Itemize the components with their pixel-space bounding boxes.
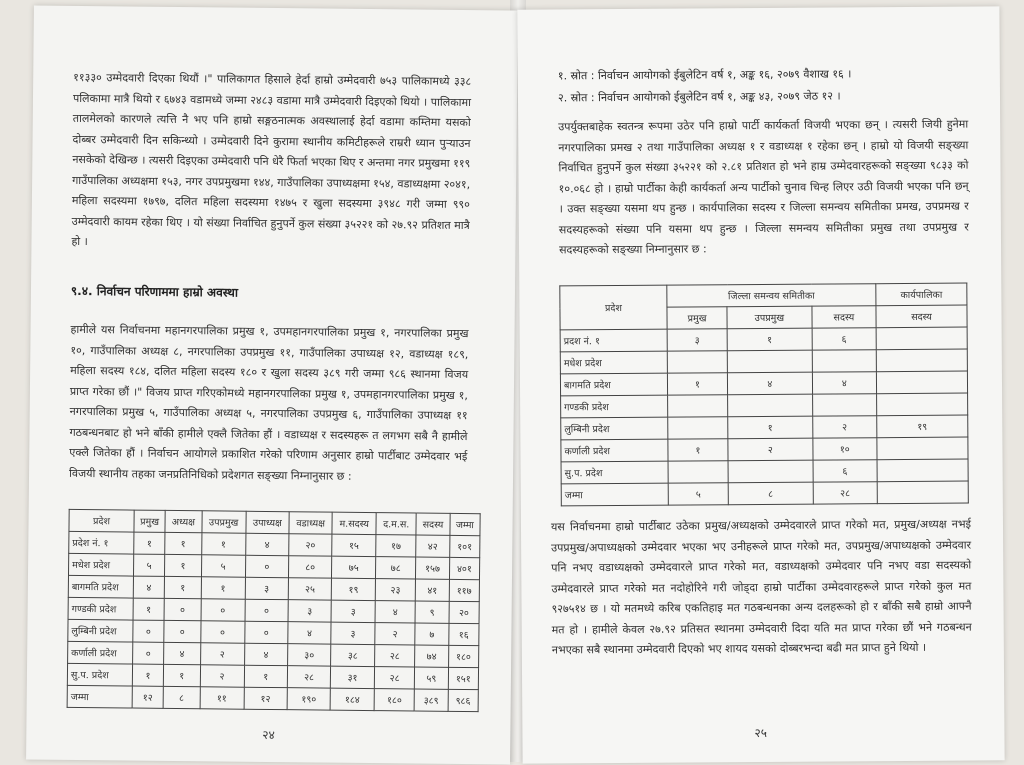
table-cell: ३	[331, 600, 375, 622]
table-cell: १५	[332, 534, 376, 556]
col-header: द.म.स.	[376, 513, 416, 535]
table-cell: ०	[132, 642, 163, 664]
table-cell: २०	[289, 534, 332, 556]
table-row	[561, 415, 968, 440]
table-cell: ०	[133, 620, 164, 642]
table-cell: कर्णाली प्रदेश	[561, 439, 668, 462]
table-cell: १	[201, 577, 245, 599]
table-cell: १	[201, 533, 245, 555]
table-cell: सु.प. प्रदेश	[67, 663, 132, 686]
table-cell: १२	[132, 686, 163, 708]
table-cell	[668, 461, 728, 483]
page-number: २५	[754, 725, 767, 741]
table-cell: ०	[245, 599, 289, 621]
table-cell: २३	[375, 579, 415, 601]
table-cell: १८४	[330, 688, 374, 710]
footnote: २. स्रोत : निर्वाचन आयोगको ईबुलेटिन वर्ष १, अङ्क ४३, २०७९ जेठ १२ ।	[557, 89, 841, 105]
table-cell	[668, 395, 728, 417]
table-cell: ०	[244, 621, 288, 643]
table-cell: ३०	[288, 644, 331, 666]
table-cell: २	[812, 416, 876, 438]
table-cell	[877, 459, 968, 482]
table-cell: ०	[201, 599, 245, 621]
table-cell: ४	[288, 622, 331, 644]
table-cell: २	[728, 438, 813, 461]
table-cell: १८०	[374, 689, 414, 711]
table-cell: २	[375, 623, 415, 645]
table-cell: ०	[245, 555, 289, 577]
table-cell: १	[667, 373, 727, 395]
table-cell: ०	[164, 598, 201, 620]
table-cell: १६	[448, 623, 479, 645]
table-total-row	[67, 685, 478, 711]
col-header: प्रदेश	[560, 285, 667, 330]
table-cell	[877, 437, 968, 460]
table-cell: प्रदेश नं. १	[69, 531, 134, 554]
col-header: जिल्ला समन्वय समितीका	[667, 284, 876, 307]
district-table-header-row	[560, 283, 967, 308]
col-header: उपप्रमुख	[727, 306, 812, 329]
table-cell: १	[132, 664, 163, 686]
table-cell: ९	[415, 601, 449, 623]
table-cell: २८	[287, 666, 330, 688]
left-page	[26, 5, 518, 764]
table-cell: ३८९	[414, 689, 448, 711]
table-cell: ४०१	[449, 557, 480, 579]
independents-paragraph: उपर्युक्तबाहेक स्वतन्त्र रूपमा उठेर पनि हाम्रो पार्टी कार्यकर्ता विजयी भएका छन् । त्यसरी जियी हुनेमा नगरपालिका प्रमख २ तथा गाउँपालिका अध्यक्ष १ र वडाध्यक्ष १ रहेका छन् । हाम्रो यो विजयी सङ्ख्या निर्वाचित हुनुपर्ने कुल संख्या ३५२२१ को २.८१ प्रतिशत हो भने हाम्र उम्मेदवारहरूको सङ्ख्या ९८३३ को १०.०६८ हो । हाम्रो पार्टीका केही कार्यकर्ता अन्य पार्टीको चुनाव चिन्ह लिएर उठी विजयी भएका पनि छन् । उक्त सङ्ख्या यसमा थप हुन्छ । कार्यपालिका सदस्य र जिल्ला समन्वय समितीका प्रमख, उपप्रमख र सदस्यहरूको संख्या पनि यसमा थप हुन्छ । जिल्ला समन्वय समितीका प्रमुख तथा उपप्रमुख र सदस्यहरूको सङ्ख्या निम्नानुसार छ :	[558, 117, 969, 257]
table-cell: गण्डकी प्रदेश	[68, 597, 133, 620]
table-cell: ३१	[331, 666, 375, 688]
col-header: उपप्रमुख	[202, 511, 246, 533]
table-cell: ०	[200, 621, 244, 643]
table-cell: २	[200, 643, 244, 665]
table-cell: जम्मा	[561, 483, 668, 506]
results-table	[67, 509, 481, 712]
table-cell: ८	[728, 482, 813, 505]
table-cell: ३	[245, 577, 289, 599]
table-cell: ४	[133, 576, 164, 598]
table-cell: १	[728, 416, 813, 439]
table-cell	[728, 460, 813, 483]
table-row	[561, 459, 968, 484]
table-cell: सु.प. प्रदेश	[561, 461, 668, 484]
votes-paragraph: यस निर्वाचनमा हाम्रो पार्टीबाट उठेका प्रमुख/अध्यक्षको उम्मेदवारले प्राप्त गरेको मत, प्रमुख/अध्यक्ष नभई उपप्रमुख/अपाध्यक्षको उम्मेदवार भएका भए उनीहरूले प्राप्त गरेको मत, उपप्रमुख/अपाध्यक्षको उम्मेदवार पनि नभए वडाध्यक्षको उम्मेदवारले प्राप्त गरेको मत, वडाध्यक्षको उम्मेदवार पनि नभए वडा सदस्यको उम्मेदवारले प्राप्त गरेको मत नदोहोरिने गरी जोड्दा हाम्रो पार्टीका उम्मेदवारहरूले प्राप्त गरेको कुल मत ९२७५१४ छ । यो मतमध्ये करिब एकतिहाइ मत गठबन्धनका अन्य दलहरूको हो र बाँकी सबै हाम्रो आफ्नै मत हो । हामीले केवल २७.९२ प्रतिसत स्थानमा उम्मेदवारी दिदा यति मत प्राप्त गरेका छौं भने गठबन्धन नभएका सबै स्थानमा उम्मेदवारी दिएको भए शायद यसको दोब्बरभन्दा बढी मत प्राप्त हुने थियो ।	[550, 517, 972, 657]
table-cell: ४	[244, 643, 288, 665]
table-row	[561, 393, 968, 418]
col-header: प्रमुख	[134, 510, 165, 532]
table-cell	[727, 350, 812, 373]
table-cell: ५	[668, 483, 728, 505]
col-header: जम्मा	[450, 513, 481, 535]
table-cell: १	[134, 532, 165, 554]
col-header: सदस्य	[416, 513, 450, 535]
table-row	[560, 349, 967, 374]
table-cell: जम्मा	[67, 685, 132, 708]
section-heading: ९.४. निर्वाचन परिणाममा हाम्रो अवस्था	[70, 283, 239, 300]
table-cell: ६	[812, 328, 876, 350]
table-cell: लुम्बिनी प्रदेश	[68, 619, 133, 642]
table-cell: ७४	[415, 645, 449, 667]
table-cell: २८	[375, 645, 415, 667]
col-header: वडाध्यक्ष	[289, 512, 332, 534]
table-cell: ५	[133, 554, 164, 576]
table-cell: १८०	[448, 645, 479, 667]
table-cell: ९८६	[448, 689, 479, 711]
table-cell: ३	[667, 329, 727, 351]
right-page	[517, 6, 1004, 763]
table-cell: ४	[812, 372, 876, 394]
col-header: सदस्य	[812, 306, 876, 328]
table-cell: १	[164, 576, 201, 598]
table-cell: बागमति प्रदेश	[560, 373, 667, 396]
table-row	[560, 327, 967, 352]
table-cell: २८	[813, 482, 877, 504]
table-cell: २	[200, 665, 244, 687]
table-cell: प्रदश नं. १	[560, 329, 667, 352]
table-cell	[668, 417, 728, 439]
table-cell: ०	[164, 620, 201, 642]
table-cell: ७	[415, 623, 449, 645]
table-cell: ५९	[415, 667, 449, 689]
table-cell: ४	[375, 601, 415, 623]
table-total-row	[561, 481, 968, 506]
table-cell: ४१	[415, 579, 449, 601]
table-cell: १	[165, 554, 202, 576]
table-cell	[728, 394, 813, 417]
col-header: प्रमुख	[667, 307, 727, 329]
footnote: १. स्रोत : निर्वाचन आयोगको ईबुलेटिन वर्ष १, अङ्क १६, २०७९ वैशाख १६ ।	[557, 67, 852, 83]
table-cell: १५१	[448, 667, 479, 689]
table-cell: ७५	[332, 556, 376, 578]
table-cell: १०	[813, 438, 877, 460]
table-cell: ६	[813, 460, 877, 482]
table-cell: १९०	[287, 688, 330, 710]
table-cell: २५	[288, 578, 331, 600]
table-cell: ३	[331, 622, 375, 644]
table-cell: गण्डकी प्रदेश	[561, 395, 668, 418]
table-cell: ८०	[289, 556, 332, 578]
table-cell: ३८	[331, 644, 375, 666]
table-cell: ७८	[376, 557, 416, 579]
table-cell: ८	[163, 686, 200, 708]
table-cell: ५	[201, 555, 245, 577]
intro-paragraph: ११३३० उम्मेदवारी दिएका थियौं ।" पालिकागत हिसाले हेर्दा हाम्रो उम्मेदवारी ७५३ पालिकामध्ये ३३८ पलिकामा मात्रै थियो र ६७४३ वडामध्ये जम्मा २४८३ वडामा मात्रै उम्मेदवारी दिइएको थियो । पालिकामा तालमेलको कारणले त्यत्ति नै भए पनि हाम्रो सङ्गठनात्मक अवस्थालाई हेर्दा वडामा कम्तिमा यसको दोब्बर उम्मेदवारी दिन सकिन्थ्यो । उम्मेदवारी दिने कुरामा स्थानीय कमिटीहरूले राम्ररी ध्यान पुऱ्याउन नसकेको देखिन्छ । त्यसरी दिइएका उम्मेदवारी पनि धेरै फिर्ता भएका थिए र अन्तमा नगर प्रमुखमा ११९ गाउँपालिका अध्यक्षमा १५३, नगर उपप्रमुखमा १४४, गाउँपालिका उपाध्यक्षमा १५४, वडाध्यक्षमा २०४१, महिला सदस्यमा १७९७, दलित महिला सदस्यमा १४७५ र खुला सदस्यमा ३९४८ गरी जम्मा ९९० उम्मेदवारी कायम रहेका थिए । यो संख्या निर्वाचित हुनुपर्ने कुल संख्या ३५२२१ को २७.९२ प्रतिशत मात्रै हो ।	[71, 70, 472, 249]
table-cell: कर्णाली प्रदेश	[68, 641, 133, 664]
table-row	[560, 371, 967, 396]
table-cell: २०	[449, 601, 480, 623]
table-cell: ४२	[416, 535, 450, 557]
table-cell: लुम्बिनी प्रदेश	[561, 417, 668, 440]
table-cell: १९	[877, 415, 968, 438]
table-cell: १	[165, 532, 202, 554]
col-header: उपाध्यक्ष	[246, 511, 290, 533]
table-cell	[877, 481, 968, 504]
table-cell: १	[163, 664, 200, 686]
table-cell: ११७	[449, 579, 480, 601]
col-header: प्रदेश	[69, 509, 134, 532]
table-cell: ४	[164, 642, 201, 664]
table-cell: १९	[331, 578, 375, 600]
table-cell: १७	[376, 535, 416, 557]
table-cell	[876, 349, 967, 372]
results-paragraph: हामीले यस निर्वाचनमा महानगरपालिका प्रमुख १, उपमहानगरपालिका प्रमुख १, नगरपालिका प्रमुख १०, गाउँपालिका अध्यक्ष ८, नगरपालिका उपप्रमुख ११, गाउँपालिका उपाध्यक्ष १२, वडाध्यक्ष १८९, महिला सदस्य १८४, दलित महिला सदस्य १८० र खुला सदस्य ३८९ गरी जम्मा ९८६ स्थानमा विजय प्राप्त गरेका छौं ।" विजय प्राप्त गरिएकोमध्ये महानगरपालिका प्रमुख १, उपमहानगरपालिका प्रमुख १, नगरपालिका प्रमुख ५, गाउँपालिका अध्यक्ष ५, नगरपालिका उपप्रमुख ६, गाउँपालिका उपाध्यक्ष ११ गठबन्धनबाट हो भने बाँकी हामीले एक्लै जितेका हौं । वडाध्यक्ष र सदस्यहरू त लगभग सबै नै हामीले एक्लै जितेका हौं । निर्वाचन आयोगले प्रकाशित गरेको परिणाम अनुसार हाम्रो पार्टीबाट उम्मेदवार भई विजयी स्थानीय तहका जनप्रतिनिधिको प्रदेशगत सङ्ख्या निम्नानुसार छ :	[69, 322, 469, 483]
table-cell: ३	[288, 600, 331, 622]
table-cell: ११	[200, 687, 244, 709]
col-header: म.सदस्य	[332, 512, 376, 534]
table-cell: १२	[244, 687, 288, 709]
table-row	[561, 437, 968, 462]
table-cell	[876, 327, 967, 350]
col-header: अध्यक्ष	[165, 510, 202, 532]
table-cell	[877, 393, 968, 416]
col-header: कार्यपालिका	[876, 283, 967, 306]
page-number: २४	[262, 727, 275, 743]
table-cell	[812, 350, 876, 372]
table-cell	[876, 371, 967, 394]
table-cell: बागमति प्रदेश	[68, 575, 133, 598]
table-cell	[667, 351, 727, 373]
col-header: सदस्य	[876, 305, 967, 328]
table-cell: ४	[245, 533, 289, 555]
table-cell: २८	[374, 667, 414, 689]
table-cell: मधेश प्रदेश	[560, 351, 667, 374]
table-cell: १५७	[416, 557, 450, 579]
table-cell: १	[727, 328, 812, 351]
table-cell: ४	[727, 372, 812, 395]
table-cell: १	[668, 439, 728, 461]
district-committee-table	[559, 283, 969, 507]
table-cell: १	[133, 598, 164, 620]
table-cell	[812, 394, 876, 416]
table-cell: १०१	[449, 535, 480, 557]
table-cell: १	[244, 665, 288, 687]
table-cell: मधेश प्रदेश	[68, 553, 133, 576]
